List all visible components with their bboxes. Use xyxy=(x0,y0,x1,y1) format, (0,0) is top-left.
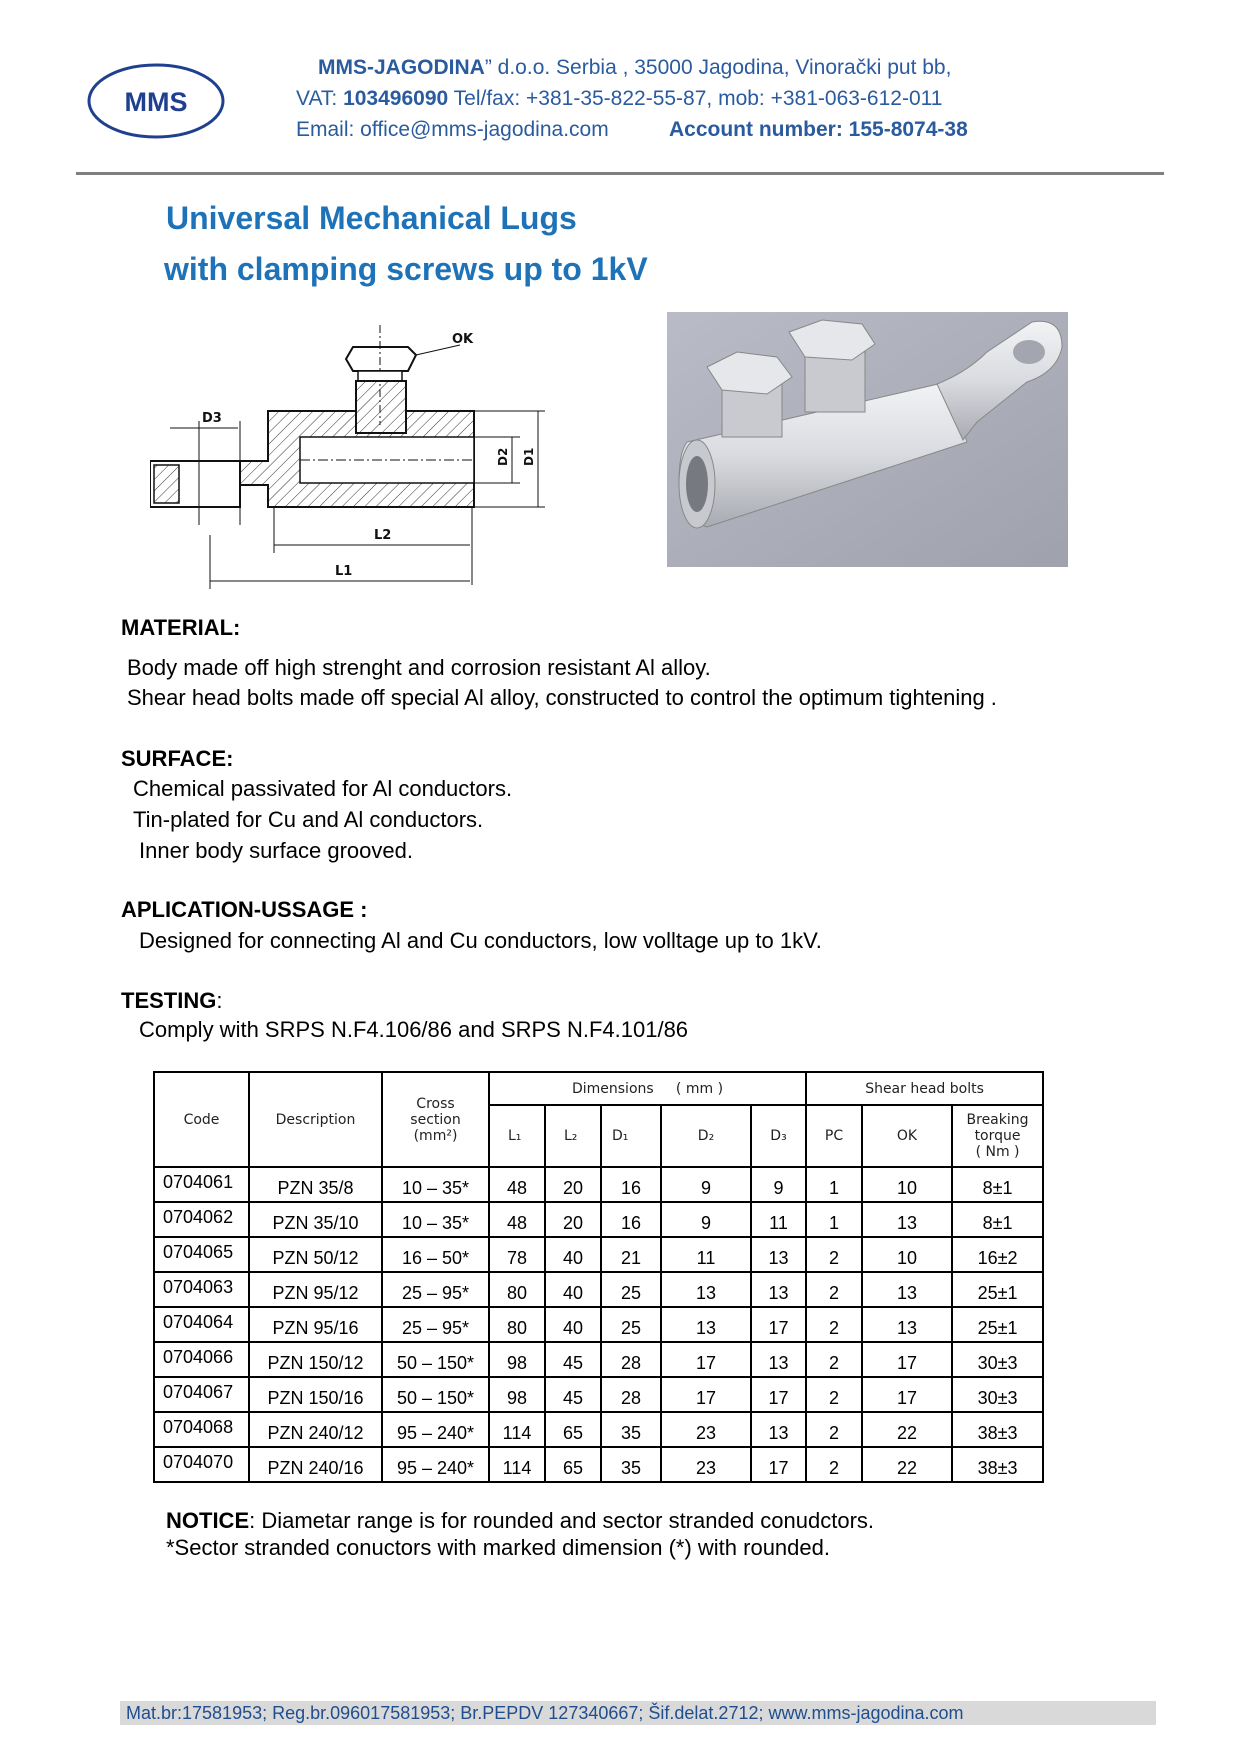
cell-ok: 10 xyxy=(862,1167,952,1202)
cell-d2: 17 xyxy=(661,1342,751,1377)
phone-numbers: Tel/fax: +381-35-822-55-87, mob: +381-063-612-011 xyxy=(448,87,943,110)
cell-code: 0704063 xyxy=(154,1272,249,1307)
cell-d2: 13 xyxy=(661,1307,751,1342)
testing-text: Comply with SRPS N.F4.106/86 and SRPS N.F4.101/86 xyxy=(139,1017,689,1042)
cell-code: 0704062 xyxy=(154,1202,249,1237)
cell-code: 0704061 xyxy=(154,1167,249,1202)
cell-pc: 1 xyxy=(806,1202,862,1237)
cell-cross-section: 25 – 95* xyxy=(382,1307,489,1342)
cell-ok: 22 xyxy=(862,1447,952,1482)
cell-cross-section: 10 – 35* xyxy=(382,1167,489,1202)
cell-d3: 17 xyxy=(751,1447,806,1482)
label-ok: OK xyxy=(452,332,474,347)
header-email-line xyxy=(296,118,609,142)
header-divider xyxy=(76,172,1164,175)
company-name: MMS-JAGODINA xyxy=(318,56,485,79)
cell-l1: 78 xyxy=(489,1237,545,1272)
cell-d2: 23 xyxy=(661,1412,751,1447)
col-header-pc: PC xyxy=(806,1105,862,1167)
product-photo xyxy=(667,312,1068,567)
label-d1: D1 xyxy=(522,447,536,466)
cell-l2: 20 xyxy=(545,1202,601,1237)
cell-description: PZN 35/10 xyxy=(249,1202,382,1237)
application-text: Designed for connecting Al and Cu conductors, low volltage up to 1kV. xyxy=(139,928,822,953)
cell-d1: 21 xyxy=(601,1237,661,1272)
col-header-l2: L₂ xyxy=(545,1105,601,1167)
col-header-d1: D₁ xyxy=(601,1105,661,1167)
cell-cross-section: 50 – 150* xyxy=(382,1342,489,1377)
cell-d2: 13 xyxy=(661,1272,751,1307)
cell-d2: 11 xyxy=(661,1237,751,1272)
col-group-shear-head-bolts: Shear head bolts xyxy=(806,1072,1043,1105)
cell-d3: 17 xyxy=(751,1307,806,1342)
cell-l1: 48 xyxy=(489,1202,545,1237)
cell-l1: 114 xyxy=(489,1447,545,1482)
cell-d3: 13 xyxy=(751,1237,806,1272)
table-row xyxy=(154,1377,1043,1412)
torque-line-3: ( Nm ) xyxy=(975,1144,1020,1160)
account-number: Account number: 155-8074-38 xyxy=(669,118,968,141)
cell-ok: 17 xyxy=(862,1342,952,1377)
cell-pc: 2 xyxy=(806,1307,862,1342)
testing-heading-colon: : xyxy=(216,988,223,1013)
cell-l1: 80 xyxy=(489,1307,545,1342)
cell-description: PZN 95/12 xyxy=(249,1272,382,1307)
cell-d1: 16 xyxy=(601,1202,661,1237)
testing-heading-label: TESTING xyxy=(121,988,217,1013)
cell-d1: 28 xyxy=(601,1342,661,1377)
cell-code: 0704065 xyxy=(154,1237,249,1272)
cell-code: 0704068 xyxy=(154,1412,249,1447)
cell-d3: 17 xyxy=(751,1377,806,1412)
cell-l1: 80 xyxy=(489,1272,545,1307)
technical-drawing xyxy=(150,325,560,595)
material-heading: MATERIAL: xyxy=(121,615,241,640)
cross-section-line-2: section xyxy=(410,1111,461,1128)
col-group-dimensions: Dimensions ( mm ) xyxy=(489,1072,806,1105)
table-row xyxy=(154,1202,1043,1237)
col-header-ok: OK xyxy=(862,1105,952,1167)
cell-pc: 2 xyxy=(806,1377,862,1412)
cell-breaking-torque: 16±2 xyxy=(952,1237,1043,1272)
cell-description: PZN 240/16 xyxy=(249,1447,382,1482)
cell-cross-section: 95 – 240* xyxy=(382,1447,489,1482)
col-header-breaking-torque xyxy=(952,1105,1043,1167)
cell-l2: 40 xyxy=(545,1237,601,1272)
material-text-2: Shear head bolts made off special Al alloy, constructed to control the optimum tightening . xyxy=(127,685,997,710)
cell-cross-section: 50 – 150* xyxy=(382,1377,489,1412)
torque-line-1: Breaking xyxy=(966,1112,1029,1128)
col-header-d3: D₃ xyxy=(751,1105,806,1167)
cell-breaking-torque: 8±1 xyxy=(952,1167,1043,1202)
page-subtitle: with clamping screws up to 1kV xyxy=(164,251,648,287)
cell-ok: 13 xyxy=(862,1272,952,1307)
torque-line-2: torque xyxy=(974,1128,1021,1144)
cross-section-line-3: (mm²) xyxy=(413,1127,458,1144)
cell-cross-section: 25 – 95* xyxy=(382,1272,489,1307)
cell-pc: 1 xyxy=(806,1167,862,1202)
cell-l2: 45 xyxy=(545,1342,601,1377)
cell-l1: 114 xyxy=(489,1412,545,1447)
cell-breaking-torque: 38±3 xyxy=(952,1412,1043,1447)
specifications-table xyxy=(153,1071,1042,1483)
label-l2: L2 xyxy=(374,528,392,543)
notice-line-2: *Sector stranded conuctors with marked dimension (*) with rounded. xyxy=(166,1535,830,1560)
cell-code: 0704066 xyxy=(154,1342,249,1377)
page-title: Universal Mechanical Lugs xyxy=(166,200,577,236)
table-row xyxy=(154,1447,1043,1482)
table-row xyxy=(154,1342,1043,1377)
cell-description: PZN 150/12 xyxy=(249,1342,382,1377)
cell-d3: 13 xyxy=(751,1412,806,1447)
surface-text-3: Inner body surface grooved. xyxy=(139,838,413,863)
cell-ok: 13 xyxy=(862,1307,952,1342)
cell-d2: 9 xyxy=(661,1202,751,1237)
cell-description: PZN 240/12 xyxy=(249,1412,382,1447)
company-address: ” d.o.o. Serbia , 35000 Jagodina, Vinorački put bb, xyxy=(484,56,952,79)
cell-cross-section: 10 – 35* xyxy=(382,1202,489,1237)
cell-description: PZN 150/16 xyxy=(249,1377,382,1412)
cell-d3: 13 xyxy=(751,1342,806,1377)
cell-breaking-torque: 30±3 xyxy=(952,1377,1043,1412)
notice-line-1 xyxy=(166,1508,874,1534)
cell-code: 0704067 xyxy=(154,1377,249,1412)
notice-label: NOTICE xyxy=(166,1508,250,1533)
table-row xyxy=(154,1307,1043,1342)
cell-l2: 40 xyxy=(545,1272,601,1307)
cell-l2: 65 xyxy=(545,1447,601,1482)
cell-cross-section: 16 – 50* xyxy=(382,1237,489,1272)
cell-pc: 2 xyxy=(806,1272,862,1307)
table-row xyxy=(154,1272,1043,1307)
header-address-line xyxy=(318,56,951,80)
label-l1: L1 xyxy=(335,564,353,579)
header-account-line xyxy=(669,118,968,142)
cell-pc: 2 xyxy=(806,1447,862,1482)
table-row xyxy=(154,1412,1043,1447)
cell-d3: 11 xyxy=(751,1202,806,1237)
surface-text-2: Tin-plated for Cu and Al conductors. xyxy=(133,807,484,832)
cell-d3: 13 xyxy=(751,1272,806,1307)
cell-d1: 25 xyxy=(601,1307,661,1342)
cell-ok: 22 xyxy=(862,1412,952,1447)
cell-code: 0704064 xyxy=(154,1307,249,1342)
cross-section-line-1: Cross xyxy=(416,1095,455,1112)
col-header-description: Description xyxy=(249,1072,382,1167)
vat-number: 103496090 xyxy=(343,87,449,110)
logo-text: MMS xyxy=(124,87,188,117)
cell-d1: 28 xyxy=(601,1377,661,1412)
cell-description: PZN 95/16 xyxy=(249,1307,382,1342)
cell-cross-section: 95 – 240* xyxy=(382,1412,489,1447)
cell-l1: 98 xyxy=(489,1342,545,1377)
cell-d1: 25 xyxy=(601,1272,661,1307)
header-contact-line xyxy=(296,87,942,111)
cell-l1: 98 xyxy=(489,1377,545,1412)
notice-text: : Diametar range is for rounded and sector stranded conudctors. xyxy=(249,1508,875,1533)
cell-pc: 2 xyxy=(806,1342,862,1377)
cell-l2: 65 xyxy=(545,1412,601,1447)
cell-l2: 45 xyxy=(545,1377,601,1412)
cell-d2: 23 xyxy=(661,1447,751,1482)
cell-l1: 48 xyxy=(489,1167,545,1202)
cell-ok: 13 xyxy=(862,1202,952,1237)
col-header-cross-section xyxy=(382,1072,489,1167)
cell-description: PZN 50/12 xyxy=(249,1237,382,1272)
cell-d3: 9 xyxy=(751,1167,806,1202)
cell-d1: 35 xyxy=(601,1447,661,1482)
cell-l2: 40 xyxy=(545,1307,601,1342)
application-heading: APLICATION-USSAGE : xyxy=(121,897,368,922)
cell-code: 0704070 xyxy=(154,1447,249,1482)
cell-ok: 17 xyxy=(862,1377,952,1412)
surface-text-1: Chemical passivated for Al conductors. xyxy=(133,776,513,801)
table-row xyxy=(154,1237,1043,1272)
label-d2: D2 xyxy=(496,447,510,466)
cell-breaking-torque: 8±1 xyxy=(952,1202,1043,1237)
cell-d1: 16 xyxy=(601,1167,661,1202)
footer-registration: Mat.br:17581953; Reg.br.096017581953; Br.PEPDV 127340667; Šif.delat.2712; www.mms-jagodina.com xyxy=(120,1701,1156,1725)
cell-pc: 2 xyxy=(806,1412,862,1447)
cell-breaking-torque: 30±3 xyxy=(952,1342,1043,1377)
label-d3: D3 xyxy=(202,411,222,426)
testing-heading xyxy=(121,988,222,1014)
cell-d1: 35 xyxy=(601,1412,661,1447)
email: Email: office@mms-jagodina.com xyxy=(296,118,609,141)
col-header-d2: D₂ xyxy=(661,1105,751,1167)
table-row xyxy=(154,1167,1043,1202)
col-header-code: Code xyxy=(154,1072,249,1167)
cell-pc: 2 xyxy=(806,1237,862,1272)
cell-d2: 17 xyxy=(661,1377,751,1412)
vat-label: VAT: xyxy=(296,87,344,110)
cell-breaking-torque: 25±1 xyxy=(952,1272,1043,1307)
cell-ok: 10 xyxy=(862,1237,952,1272)
material-text-1: Body made off high strenght and corrosion resistant Al alloy. xyxy=(127,655,711,680)
cell-description: PZN 35/8 xyxy=(249,1167,382,1202)
surface-heading: SURFACE: xyxy=(121,746,234,771)
cell-breaking-torque: 38±3 xyxy=(952,1447,1043,1482)
cell-d2: 9 xyxy=(661,1167,751,1202)
col-header-l1: L₁ xyxy=(489,1105,545,1167)
company-logo xyxy=(86,62,226,140)
table-body xyxy=(154,1167,1043,1482)
cell-l2: 20 xyxy=(545,1167,601,1202)
cell-breaking-torque: 25±1 xyxy=(952,1307,1043,1342)
